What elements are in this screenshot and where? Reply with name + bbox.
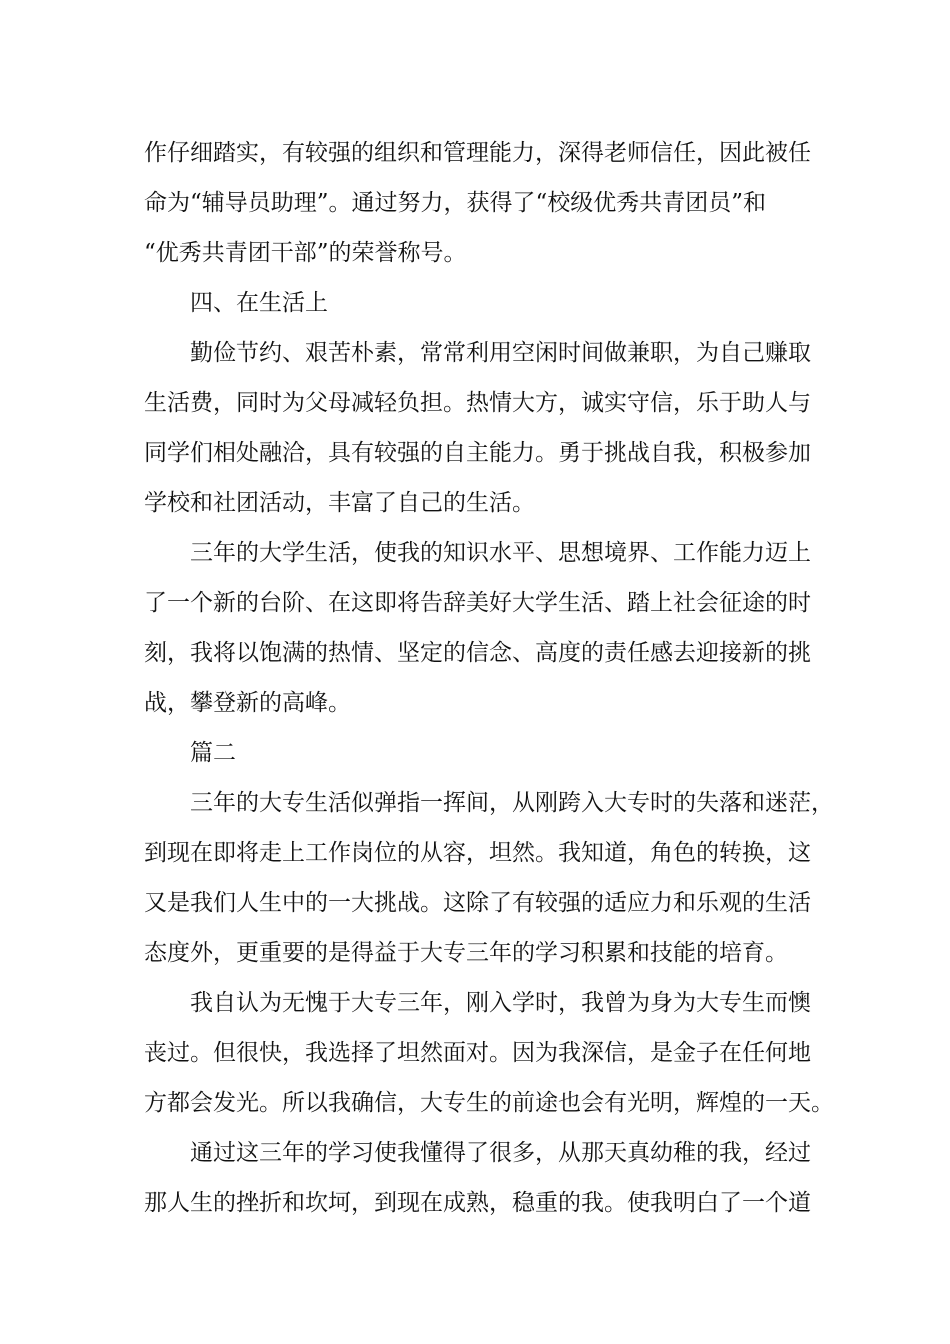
- text-line: 三年的大专生活似弹指一挥间，从刚跨入大专时的失落和迷茫，: [190, 790, 834, 816]
- text-line: 学校和社团活动，丰富了自己的生活。: [144, 490, 535, 516]
- text-line: 丧过。但很快，我选择了坦然面对。因为我深信，是金子在任何地: [144, 1040, 811, 1066]
- document-body: [144, 128, 834, 1228]
- text-line: 我自认为无愧于大专三年，刚入学时，我曾为身为大专生而懊: [190, 990, 811, 1016]
- text-line: 通过这三年的学习使我懂得了很多，从那天真幼稚的我，经过: [190, 1140, 811, 1166]
- section-heading: 四、在生活上: [190, 290, 328, 316]
- text-line: 作仔细踏实，有较强的组织和管理能力，深得老师信任，因此被任: [144, 140, 811, 166]
- text-line: 命为“辅导员助理”。通过努力，获得了“校级优秀共青团员”和: [144, 190, 767, 216]
- text-line: 了一个新的台阶、在这即将告辞美好大学生活、踏上社会征途的时: [144, 590, 811, 616]
- text-line: 生活费，同时为父母减轻负担。热情大方，诚实守信，乐于助人与: [144, 390, 811, 416]
- text-line: “优秀共青团干部”的荣誉称号。: [144, 240, 467, 266]
- text-line: 又是我们人生中的一大挑战。这除了有较强的适应力和乐观的生活: [144, 890, 811, 916]
- text-line: 勤俭节约、艰苦朴素，常常利用空闲时间做兼职，为自己赚取: [190, 340, 811, 366]
- text-line: 方都会发光。所以我确信，大专生的前途也会有光明，辉煌的一天。: [144, 1090, 834, 1116]
- section-heading: 篇二: [190, 740, 236, 766]
- text-line: 那人生的挫折和坎坷，到现在成熟，稳重的我。使我明白了一个道: [144, 1190, 811, 1216]
- text-line: 同学们相处融洽，具有较强的自主能力。勇于挑战自我，积极参加: [144, 440, 811, 466]
- text-line: 态度外，更重要的是得益于大专三年的学习积累和技能的培育。: [144, 940, 788, 966]
- text-line: 到现在即将走上工作岗位的从容，坦然。我知道，角色的转换，这: [144, 840, 811, 866]
- text-line: 刻，我将以饱满的热情、坚定的信念、高度的责任感去迎接新的挑: [144, 640, 811, 666]
- text-line: 三年的大学生活，使我的知识水平、思想境界、工作能力迈上: [190, 540, 811, 566]
- text-line: 战，攀登新的高峰。: [144, 690, 351, 716]
